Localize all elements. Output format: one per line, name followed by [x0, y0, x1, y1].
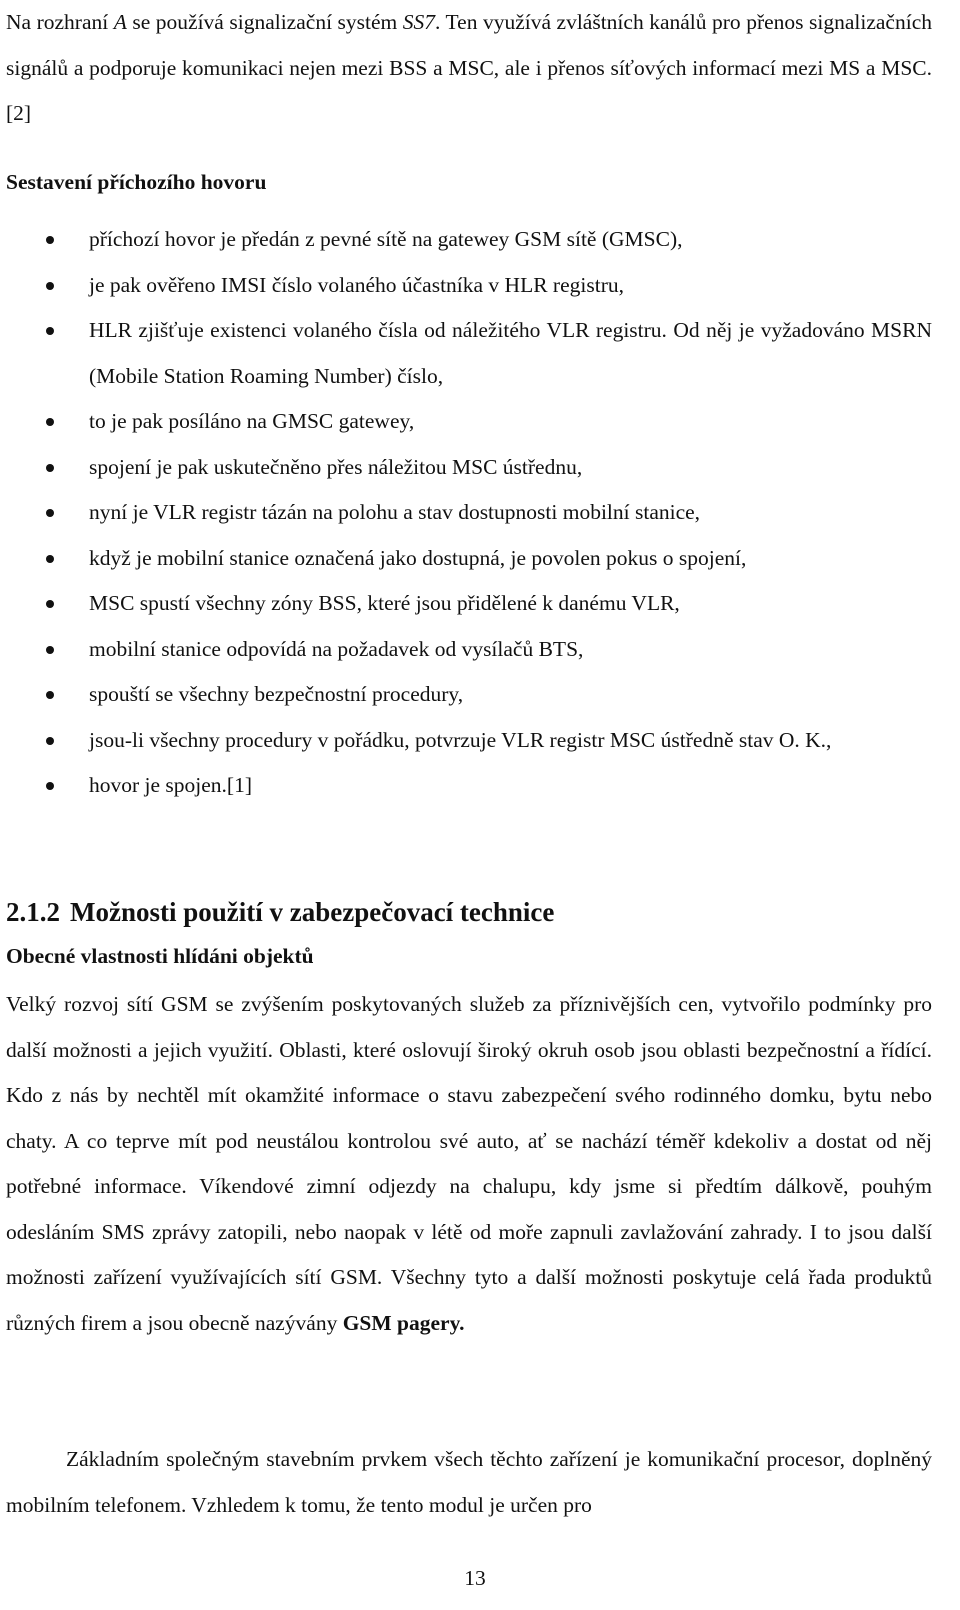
bullet-icon — [46, 691, 54, 699]
bullet-icon — [46, 555, 54, 563]
list-item: když je mobilní stanice označená jako dostupná, je povolen pokus o spojení, — [6, 536, 932, 582]
intro-text-3: . Ten využívá zvláštních kanálů pro přenos signalizačních signálů a podporuje komunikaci nejen mezi BSS a MSC, ale i přenos síťových informací mezi MS a MSC.[2] — [6, 10, 932, 125]
bullet-icon — [46, 236, 54, 244]
subsection-number: 2.1.2 — [6, 897, 60, 927]
bullet-icon — [46, 418, 54, 426]
body-paragraph-2: Základním společným stavebním prvkem všech těchto zařízení je komunikační procesor, doplněný mobilním telefonem. Vzhledem k tomu, že tento modul je určen pro — [6, 1447, 932, 1517]
intro-paragraph — [6, 0, 932, 137]
bullet-icon — [46, 737, 54, 745]
list-item: jsou-li všechny procedury v pořádku, potvrzuje VLR registr MSC ústředně stav O. K., — [6, 718, 932, 764]
list-item: příchozí hovor je předán z pevné sítě na gatewey GSM sítě (GMSC), — [6, 217, 932, 263]
subsection-heading — [6, 897, 554, 928]
list-item: spouští se všechny bezpečnostní procedury, — [6, 672, 932, 718]
bullet-icon — [46, 782, 54, 790]
list-item: nyní je VLR registr tázán na polohu a stav dostupnosti mobilní stanice, — [6, 490, 932, 536]
bullet-icon — [46, 282, 54, 290]
bullet-icon — [46, 327, 54, 335]
intro-text-1: Na rozhraní — [6, 10, 114, 34]
bullet-icon — [46, 464, 54, 472]
list-item: mobilní stanice odpovídá na požadavek od vysílačů BTS, — [6, 627, 932, 673]
list-item: MSC spustí všechny zóny BSS, které jsou přidělené k danému VLR, — [6, 581, 932, 627]
bullet-icon — [46, 646, 54, 654]
bullet-list — [6, 217, 932, 809]
subsection-title: Možnosti použití v zabezpečovací technice — [70, 897, 555, 927]
subheading: Obecné vlastnosti hlídáni objektů — [6, 944, 314, 968]
list-item: hovor je spojen.[1] — [6, 763, 932, 809]
ss7-name: SS7 — [402, 10, 436, 34]
page-number: 13 — [464, 1566, 486, 1590]
bullet-icon — [46, 509, 54, 517]
intro-text-2: se používá signalizační systém — [126, 10, 403, 34]
list-item: spojení je pak uskutečněno přes náležitou MSC ústřednu, — [6, 445, 932, 491]
list-item: je pak ověřeno IMSI číslo volaného účastníka v HLR registru, — [6, 263, 932, 309]
interface-name: A — [113, 10, 127, 34]
body-paragraph-1: Velký rozvoj sítí GSM se zvýšením poskytovaných služeb za příznivějších cen, vytvořilo podmínky pro další možnosti a jejich využití. Oblasti, které oslovují široký okruh osob jsou oblasti bezpečnostní a řídící. Kdo z nás by nechtěl mít okamžité informace o stavu zabezpečení svého rodinného domku, bytu nebo chaty. A co teprve mít pod neustálou kontrolou své auto, ať se nachází téměř kdekoliv a dostat od něj potřebné informace. Víkendové zimní odjezdy na chalupu, kdy jsme si předtím dálkově, pouhým odesláním SMS zprávy zatopili, nebo naopak v létě od moře zapnuli zavlažování zahrady. I to jsou další možnosti zařízení využívajících sítí GSM. Všechny tyto a další možnosti poskytuje celá řada produktů různých firem a jsou obecně nazývány GSM pagery. — [6, 992, 932, 1335]
list-item: HLR zjišťuje existenci volaného čísla od náležitého VLR registru. Od něj je vyžadováno MSRN (Mobile Station Roaming Number) číslo, — [6, 308, 932, 399]
section-heading: Sestavení příchozího hovoru — [6, 170, 267, 194]
list-item: to je pak posíláno na GMSC gatewey, — [6, 399, 932, 445]
gsm-pagery-term: GSM pagery. — [342, 1310, 465, 1335]
bullet-icon — [46, 600, 54, 608]
